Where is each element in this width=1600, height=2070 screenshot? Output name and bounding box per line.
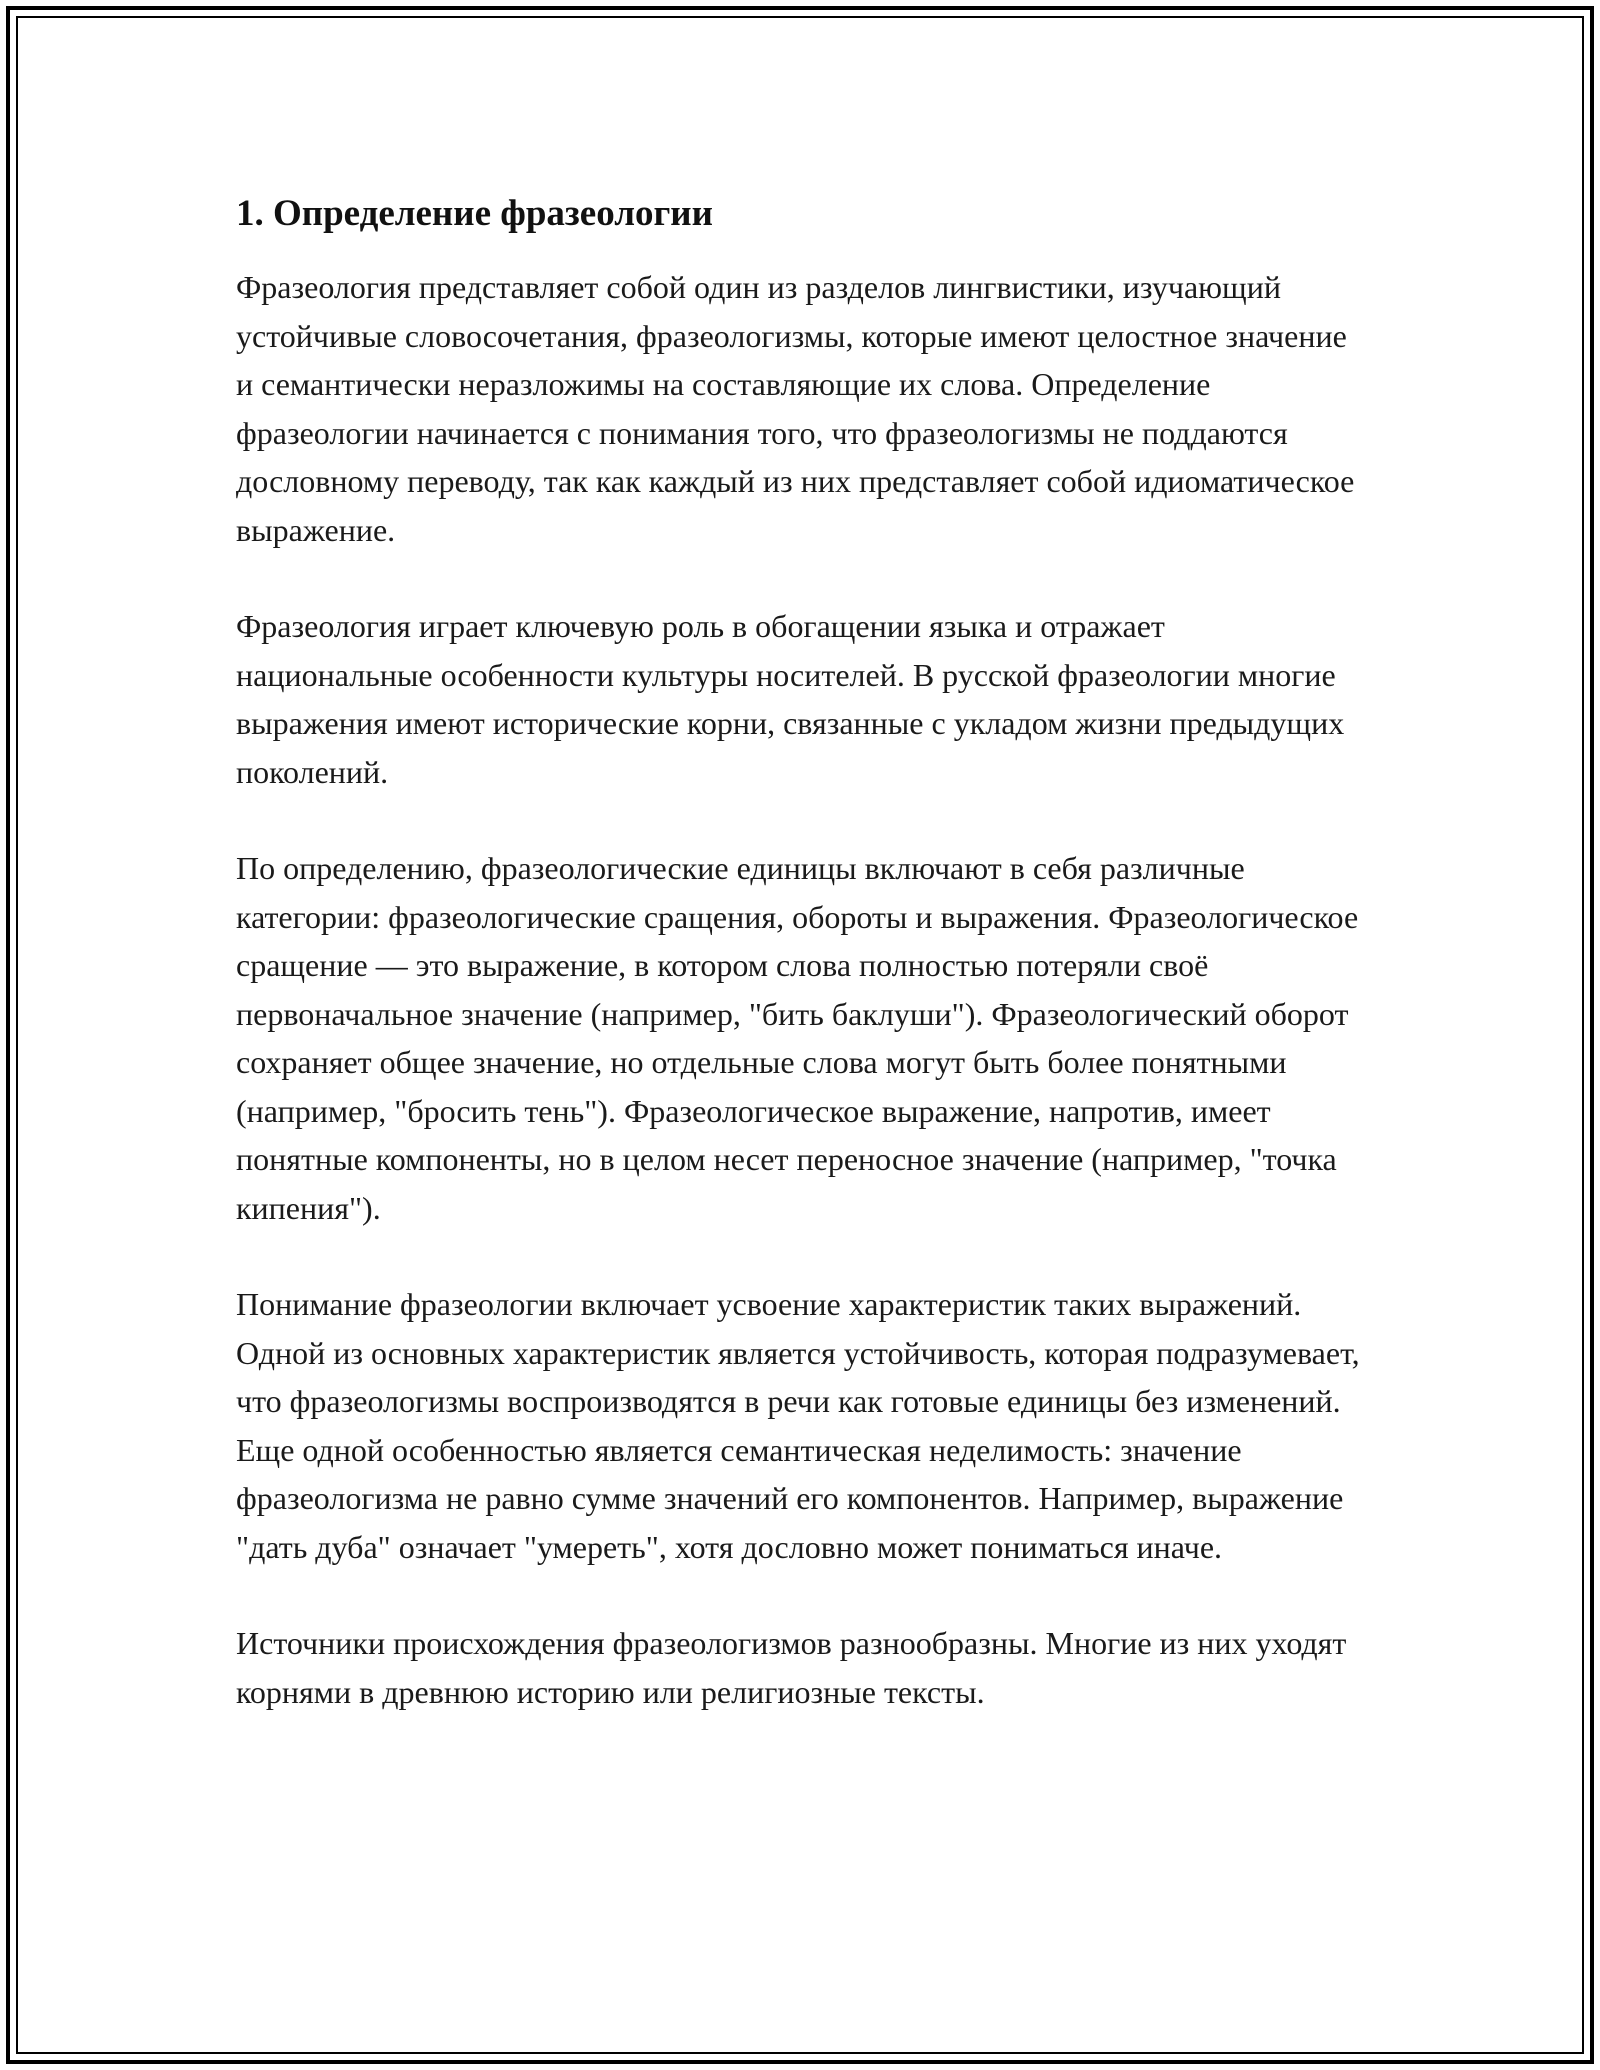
paragraph-1: Фразеология представляет собой один из разделов лингвистики, изучающий устойчивые словосочетания, фразеологизмы, которые имеют целостное значение и семантически неразложимы на составляющие их слова. Определение фразеологии начинается с понимания того, что фразеологизмы не поддаются дословному переводу, так как каждый из них представляет собой идиоматическое выражение. xyxy=(236,269,1355,548)
paragraph-3: По определению, фразеологические единицы включают в себя различные категории: фразеологические сращения, обороты и выражения. Фразеологическое сращение — это выражение, в котором слова полностью потеряли своё первоначальное значение (например, "бить баклуши"). Фразеологический оборот сохраняет общее значение, но отдельные слова могут быть более понятными (например, "бросить тень"). Фразеологическое выражение, напротив, имеет понятные компоненты, но в целом несет переносное значение (например, "точка кипения"). xyxy=(236,850,1359,1226)
section-heading: 1. Определение фразеологии xyxy=(236,193,713,234)
document-body xyxy=(236,190,1366,1764)
paragraph-2: Фразеология играет ключевую роль в обогащении языка и отражает национальные особенности культуры носителей. В русской фразеологии многие выражения имеют исторические корни, связанные с укладом жизни предыдущих поколений. xyxy=(236,608,1345,790)
paragraph-4: Понимание фразеологии включает усвоение характеристик таких выражений. Одной из основных характеристик является устойчивость, которая подразумевает, что фразеологизмы воспроизводятся в речи как готовые единицы без изменений. Еще одной особенностью является семантическая неделимость: значение фразеологизма не равно сумме значений его компонентов. Например, выражение "дать дуба" означает "умереть", хотя дословно может пониматься иначе. xyxy=(236,1286,1360,1565)
paragraph-5: Источники происхождения фразеологизмов разнообразны. Многие из них уходят корнями в древнюю историю или религиозные тексты. xyxy=(236,1625,1347,1710)
